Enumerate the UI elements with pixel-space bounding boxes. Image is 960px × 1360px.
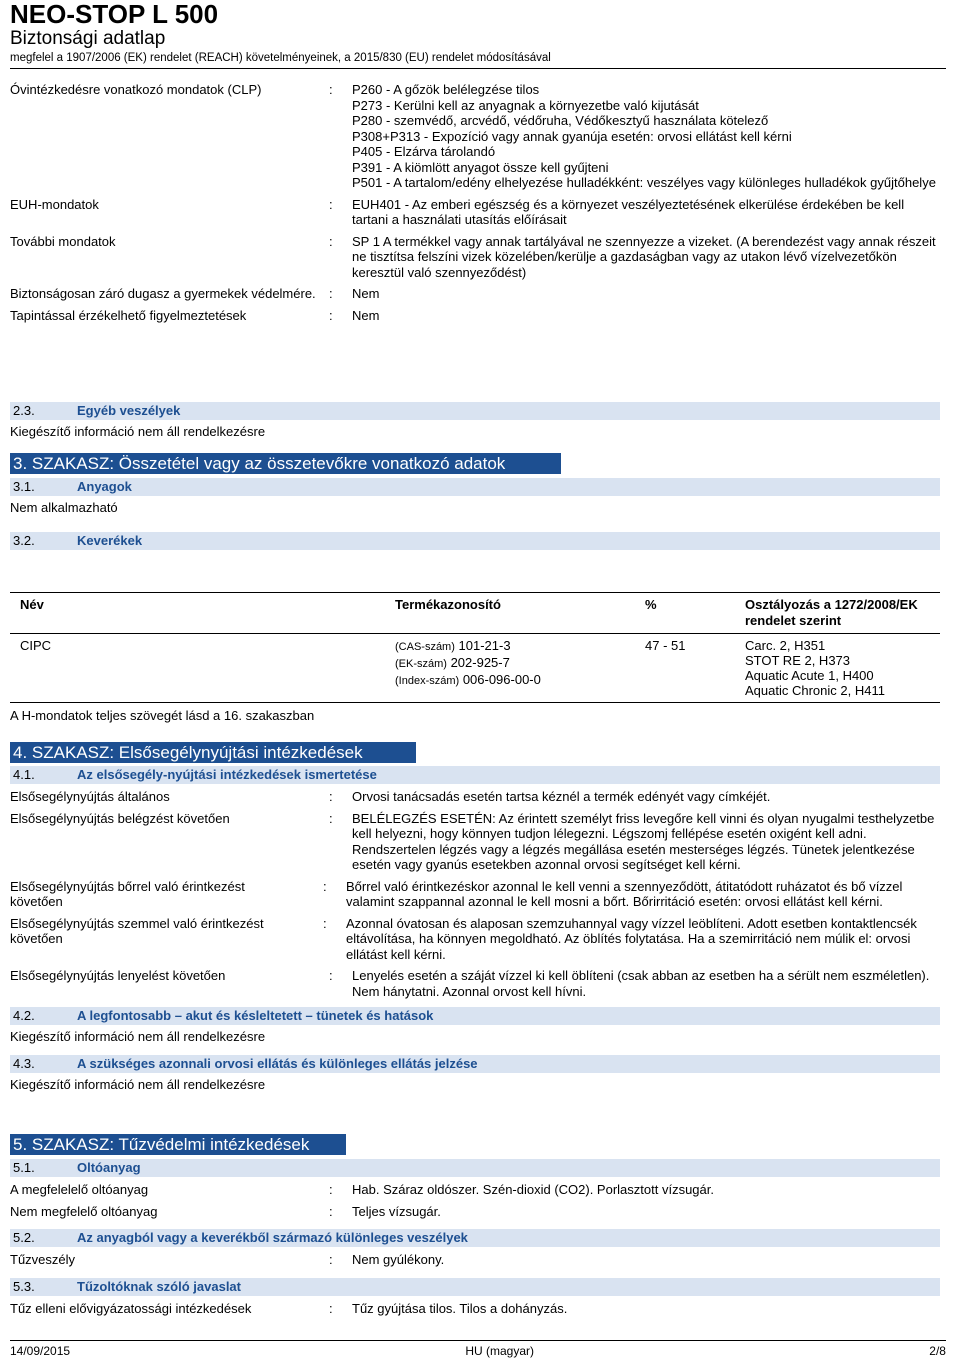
colon: : <box>329 968 333 983</box>
first-aid-value: Orvosi tanácsadás esetén tartsa kéznél a termék edényét vagy címkéjét. <box>352 789 771 804</box>
table-header-row <box>10 593 940 634</box>
fire-label: Tűz elleni elővigyázatossági intézkedések <box>10 1300 252 1316</box>
classification <box>735 634 940 703</box>
percent: 47 - 51 <box>645 638 686 653</box>
class-line: STOT RE 2, H373 <box>745 653 851 668</box>
subsection-number: 3.1. <box>13 479 35 494</box>
section-title: 4. SZAKASZ: Elsősegélynyújtási intézkedések <box>10 742 416 763</box>
euh-value: EUH401 - Az emberi egészség és a környezet veszélyeztetésének elkerülése érdekében be kell tartani a használati utasítás előírásait <box>352 196 905 227</box>
subsection-header <box>10 478 940 496</box>
colon: : <box>329 789 333 804</box>
further-label: További mondatok <box>10 233 116 249</box>
first-aid-label: Elsősegélynyújtás lenyelést követően <box>10 968 226 983</box>
precaution-line: P260 - A gőzök belélegzése tilos <box>352 82 540 97</box>
section-title: 5. SZAKASZ: Tűzvédelmi intézkedések <box>10 1134 346 1155</box>
precaution-line: P391 - A kiömlött anyagot össze kell gyűjteni <box>352 159 609 175</box>
section-5 <box>10 1134 940 1316</box>
subsection-header <box>10 1229 940 1247</box>
footer-language: HU (magyar) <box>465 1344 535 1358</box>
footer-page-number: 2/8 <box>929 1344 946 1358</box>
page-footer <box>10 1340 946 1358</box>
id-value: 101-21-3 <box>458 638 511 653</box>
column-header: Név <box>20 597 44 612</box>
first-aid-row <box>10 916 940 963</box>
document-subtitle: Biztonsági adatlap <box>10 28 166 49</box>
section-text: Kiegészítő információ nem áll rendelkezésre <box>10 1029 266 1044</box>
precaution-block <box>10 82 940 323</box>
footer-date: 14/09/2015 <box>10 1344 71 1358</box>
id-key: (EK-szám) <box>395 658 447 670</box>
colon: : <box>329 196 333 212</box>
first-aid-label: Elsősegélynyújtás szemmel való érintkezést követően <box>10 915 264 946</box>
colon: : <box>329 1252 333 1267</box>
precaution-line: P273 - Kerülni kell az anyagnak a környezetbe való kijutását <box>352 97 699 113</box>
subsection-number: 4.2. <box>13 1008 35 1023</box>
first-aid-value: BELÉLEGZÉS ESETÉN: Az érintett személyt friss levegőre kell vinni és olyan nyugalmi testhelyzetbe kell helyezni, hogy könnyen tudjon lélegezni. Légszomj fellépése esetén oxigént kell adni. Rendszertelen légzés vagy a légzés megállása esetén mesterséges légzés. Tünetek jelentkezése esetén vagy gyanús esetekben azonnal orvosi segítséget kell kérni. <box>352 810 935 872</box>
colon: : <box>329 810 333 826</box>
colon: : <box>329 307 333 323</box>
subsection-number: 4.3. <box>13 1056 35 1071</box>
colon: : <box>329 82 333 97</box>
subsection-title: Keverékek <box>77 533 143 548</box>
subsection-header <box>10 1055 940 1073</box>
colon: : <box>329 233 333 249</box>
subsection-number: 5.1. <box>13 1160 35 1175</box>
fire-label: A megfelelelő oltóanyag <box>10 1182 149 1197</box>
mixture-table-wrap <box>10 592 940 703</box>
section-text: Kiegészítő információ nem áll rendelkezésre <box>10 1077 266 1092</box>
subsection-header <box>10 766 940 784</box>
section-text: Kiegészítő információ nem áll rendelkezésre <box>10 424 266 439</box>
subsection-number: 3.2. <box>13 533 35 548</box>
first-aid-row <box>10 879 940 910</box>
subsection-header <box>10 532 940 550</box>
id-key: (Index-szám) <box>395 675 460 687</box>
section-2-3 <box>10 402 940 440</box>
id-value: 006-096-00-0 <box>462 672 541 687</box>
fire-label: Nem megfelelő oltóanyag <box>10 1203 158 1219</box>
childproof-label: Biztonságosan záró dugasz a gyermekek védelmére. <box>10 286 316 301</box>
subsection-title: Anyagok <box>77 479 132 494</box>
subsection-title: Tűzoltóknak szóló javaslat <box>77 1278 241 1294</box>
subsection-title: Az anyagból vagy a keverékből származó különleges veszélyek <box>77 1230 468 1245</box>
subsection-title: A legfontosabb – akut és késleltetett – tünetek és hatások <box>77 1008 434 1023</box>
subsection-title: Az elsősegély-nyújtási intézkedések ismertetése <box>77 767 377 782</box>
fire-row <box>10 1252 940 1268</box>
id-key: (CAS-szám) <box>395 641 455 653</box>
further-value: SP 1 A termékkel vagy annak tartályával ne szennyezze a vizeket. (A berendezést vagy annak részeit ne tisztítsa felszíni vizek közelében/kerülje a gazdaságban vagy az utakon lévő vízelvezetőkön keresztül való szennyeződést) <box>352 233 936 280</box>
fire-row <box>10 1204 940 1220</box>
colon: : <box>329 1300 333 1316</box>
id-value: 202-925-7 <box>450 655 510 670</box>
colon: : <box>329 1203 333 1219</box>
colon: : <box>323 915 327 931</box>
subsection-number: 5.3. <box>13 1278 35 1294</box>
first-aid-label: Elsősegélynyújtás belégzést követően <box>10 810 230 826</box>
childproof-value: Nem <box>352 286 380 301</box>
first-aid-row <box>10 968 940 999</box>
first-aid-value: Lenyelés esetén a száját vízzel ki kell öblíteni (csak abban az esetben ha a sérült nem eszméletlen). Nem hánytatni. Azonnal orvost kell hívni. <box>352 968 930 999</box>
subsection-header <box>10 402 940 420</box>
subsection-number: 5.2. <box>13 1230 35 1245</box>
fire-value: Hab. Száraz oldószer. Szén-dioxid (CO2). Porlasztott vízsugár. <box>352 1182 714 1197</box>
precaution-line: P280 - szemvédő, arcvédő, védőruha, Védőkesztyű használata kötelező <box>352 113 769 128</box>
substance-name: CIPC <box>20 638 52 653</box>
subsection-header <box>10 1159 940 1177</box>
fire-row <box>10 1301 940 1317</box>
fire-label: Tűzveszély <box>10 1252 76 1267</box>
tactile-value: Nem <box>352 307 380 323</box>
first-aid-row <box>10 811 940 873</box>
fire-value: Teljes vízsugár. <box>352 1203 441 1219</box>
h-statements-note: A H-mondatok teljes szövegét lásd a 16. szakaszban <box>10 708 315 723</box>
section-text: Nem alkalmazható <box>10 500 118 515</box>
euh-label: EUH-mondatok <box>10 196 99 212</box>
subsection-header <box>10 1278 940 1296</box>
precaution-lines <box>352 82 940 191</box>
precaution-line: P405 - Elzárva tárolandó <box>352 144 496 159</box>
subsection-number: 2.3. <box>13 403 35 418</box>
table-row <box>10 634 940 703</box>
first-aid-value: Azonnal óvatosan és alaposan szemzuhannyal vagy vízzel leöblíteni. Adott esetben kontaktlencsék eltávolítása, ha könnyen megoldható. Az öblítés folytatása. Ha a szemirritáció nem múlik el: orvosi ellátást kell kérni. <box>346 915 917 962</box>
fire-row <box>10 1182 940 1198</box>
column-header: Termékazonosító <box>395 597 501 612</box>
subsection-number: 4.1. <box>13 767 35 782</box>
column-header: % <box>645 597 657 612</box>
colon: : <box>329 1182 333 1197</box>
column-header: Osztályozás a 1272/2008/EK rendelet szerint <box>745 597 918 628</box>
first-aid-label: Elsősegélynyújtás általános <box>10 789 170 804</box>
product-title: NEO-STOP L 500 <box>10 0 219 29</box>
precaution-line: P501 - A tartalom/edény elhelyezése hulladékként: veszélyes vagy különleges hulladékok gyűjtőhelye <box>352 175 936 190</box>
first-aid-value: Bőrrel való érintkezéskor azonnal le kell venni a szennyeződött, átitatódott ruházatot és bő vízzel valamint szappannal azonnal le kell mosni a bőrt. Bőrirritáció esetén: orvosi ellátást kell kérni. <box>346 878 903 909</box>
class-line: Carc. 2, H351 <box>745 638 826 653</box>
mixture-table <box>10 592 940 703</box>
class-line: Aquatic Acute 1, H400 <box>745 668 874 683</box>
subsection-title: Oltóanyag <box>77 1160 141 1175</box>
section-title: 3. SZAKASZ: Összetétel vagy az összetevőkre vonatkozó adatok <box>10 453 561 474</box>
section-3 <box>10 453 940 550</box>
subsection-title: Egyéb veszélyek <box>77 403 181 418</box>
precaution-label: Óvintézkedésre vonatkozó mondatok (CLP) <box>10 82 262 97</box>
subsection-header <box>10 1007 940 1025</box>
colon: : <box>329 286 333 301</box>
precaution-line: P308+P313 - Expozíció vagy annak gyanúja esetén: orvosi ellátást kell kérni <box>352 128 792 144</box>
fire-value: Nem gyúlékony. <box>352 1252 445 1267</box>
subsection-title: A szükséges azonnali orvosi ellátás és különleges ellátás jelzése <box>77 1056 478 1071</box>
colon: : <box>323 878 327 894</box>
regulation-line: megfelel a 1907/2006 (EK) rendelet (REACH) követelményeinek, a 2015/830 (EU) rendelet módosításával <box>10 50 946 69</box>
document-header <box>10 0 950 69</box>
class-line: Aquatic Chronic 2, H411 <box>745 683 885 698</box>
tactile-label: Tapintással érzékelhető figyelmeztetések <box>10 307 247 323</box>
first-aid-label: Elsősegélynyújtás bőrrel való érintkezést követően <box>10 878 245 909</box>
section-4 <box>10 742 940 1093</box>
fire-value: Tűz gyújtása tilos. Tilos a dohányzás. <box>352 1300 568 1316</box>
first-aid-row <box>10 789 940 805</box>
identifiers <box>385 634 635 703</box>
